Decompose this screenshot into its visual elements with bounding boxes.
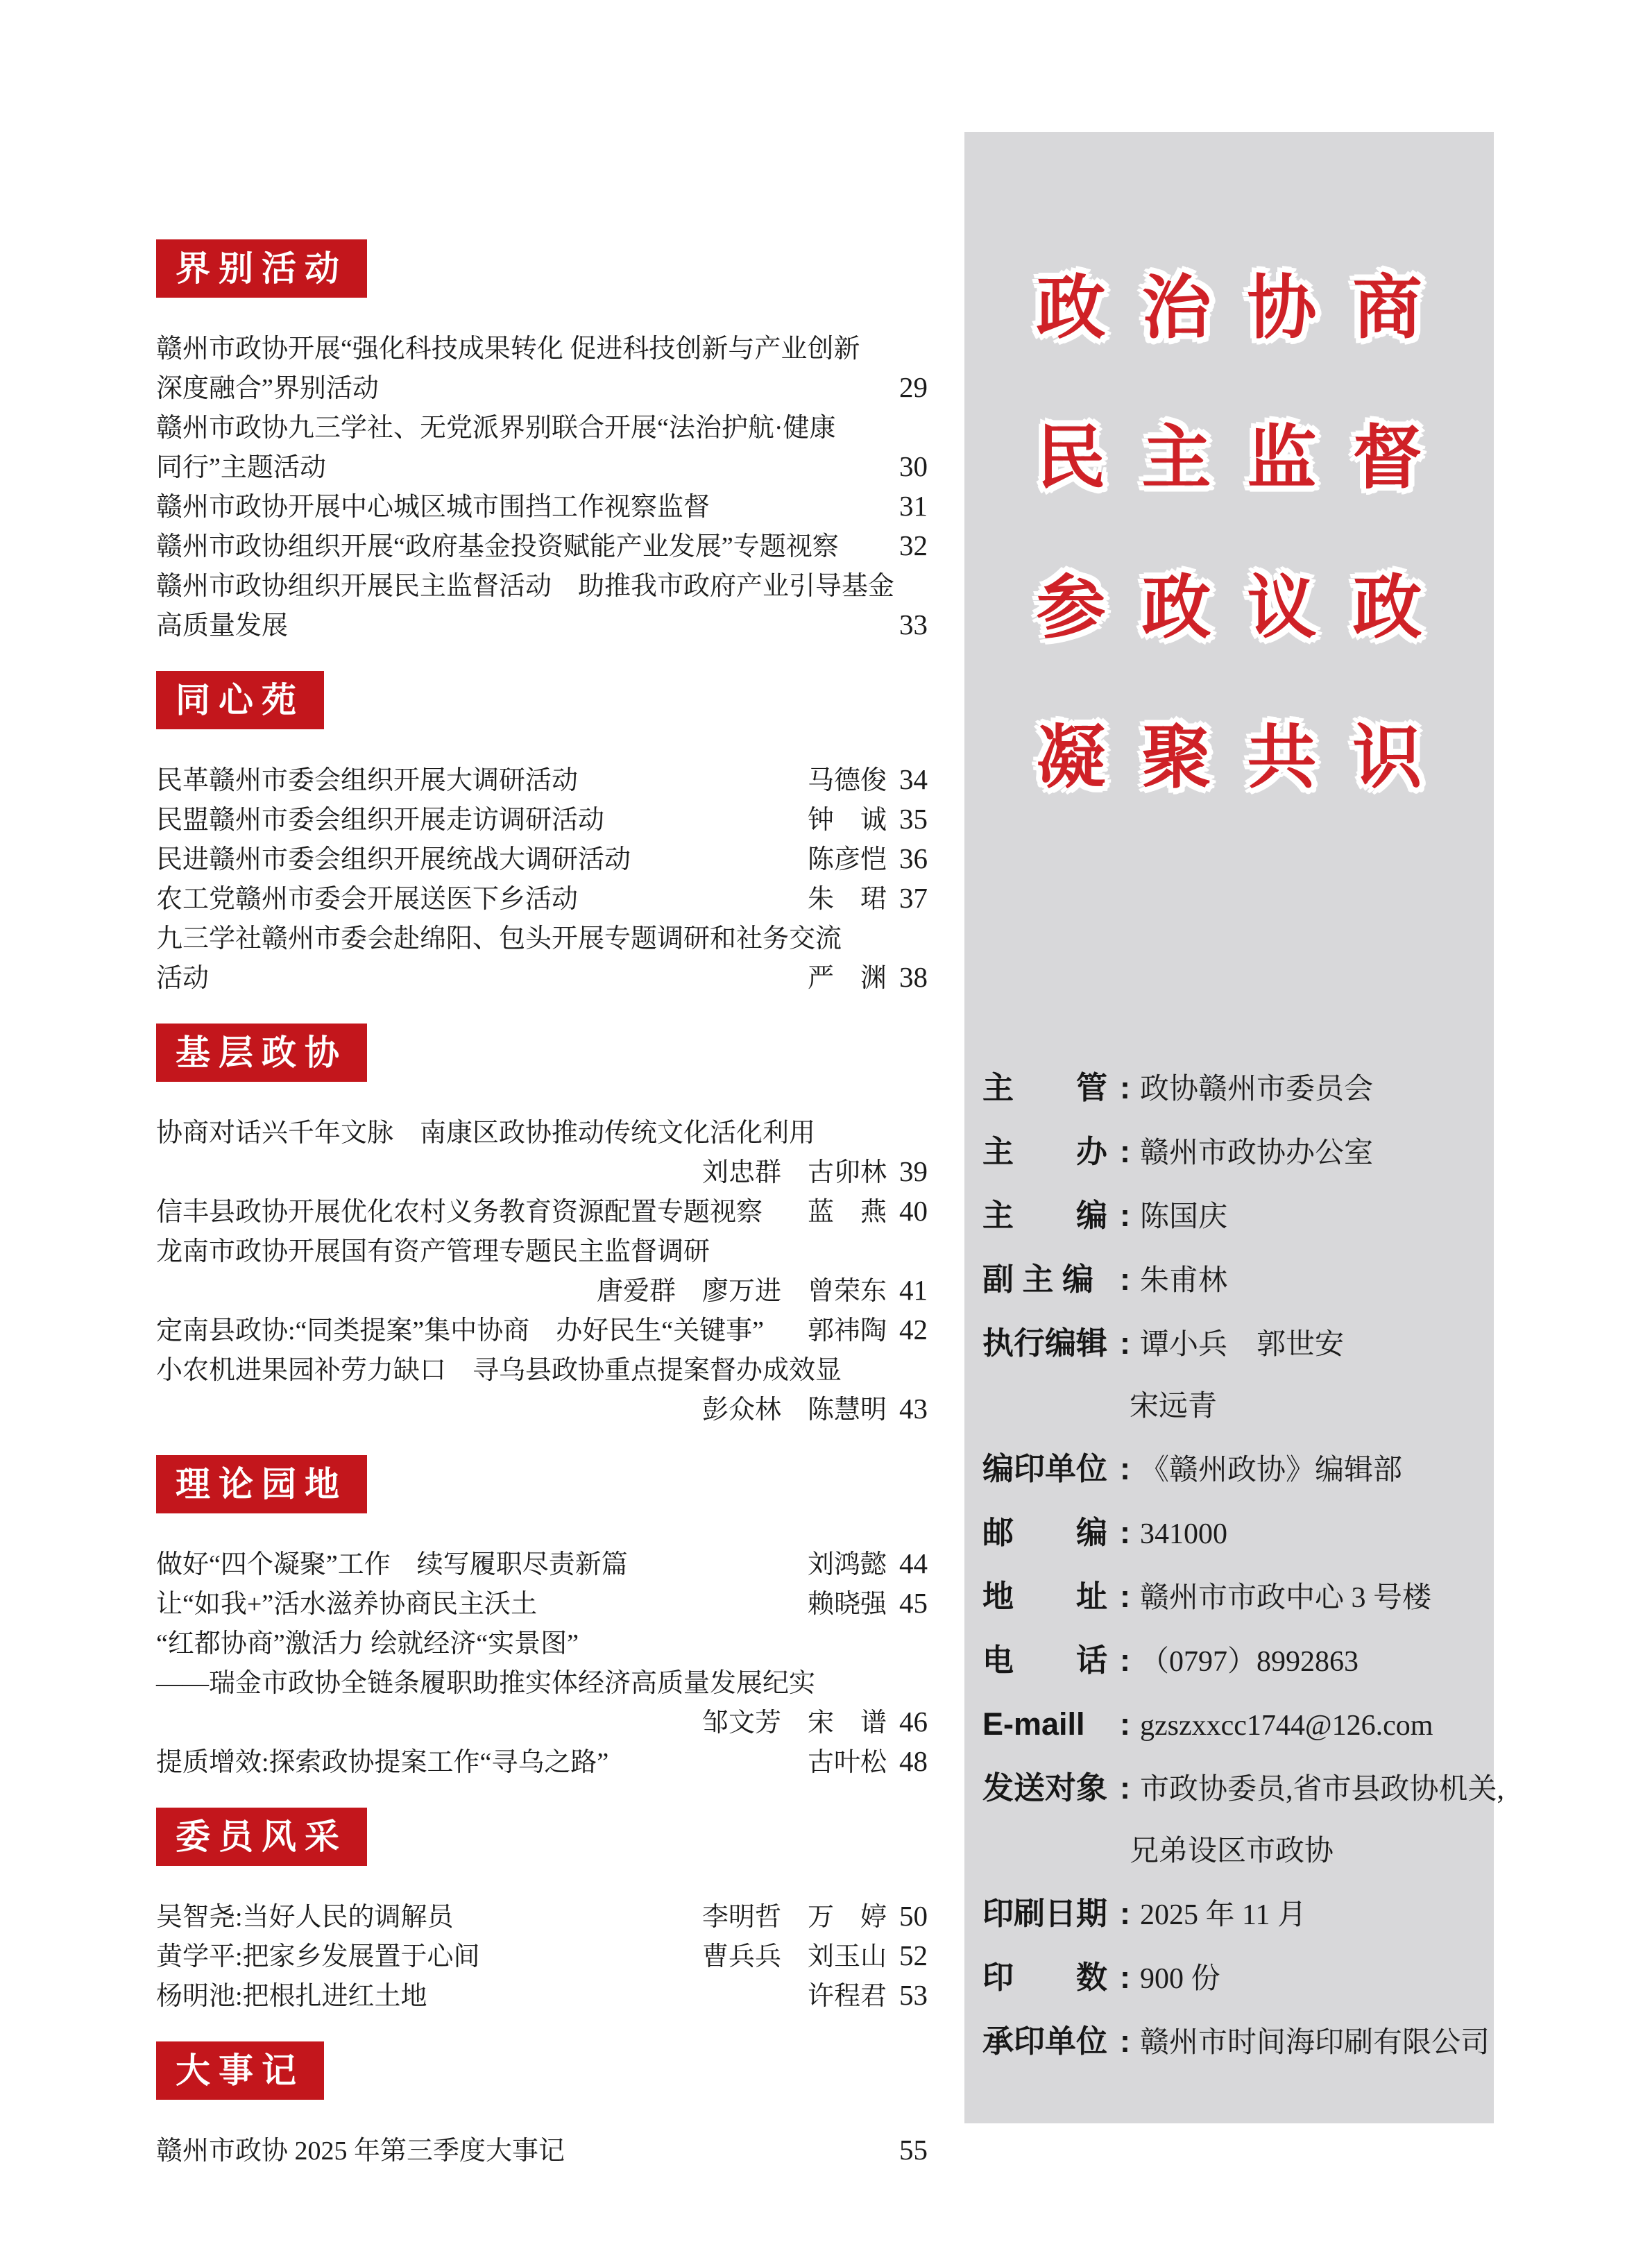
entry-title: 高质量发展 — [156, 611, 289, 640]
info-label: 印刷日期 — [982, 1896, 1108, 1931]
entry-authors: 邹文芳 宋 谱 — [701, 1708, 887, 1738]
publication-info — [982, 1069, 1505, 2086]
entry-authors: 曹兵兵 刘玉山 — [701, 1942, 887, 1971]
entry-title: 定南县政协:“同类提案”集中协商 办好民生“关键事” — [156, 1316, 765, 1345]
entry-title: 赣州市政协开展中心城区城市围挡工作视察监督 — [156, 493, 710, 522]
info-colon: : — [1120, 1451, 1130, 1486]
info-value: 赣州市时间海印刷有限公司 — [1140, 2027, 1490, 2059]
publication-info-row — [982, 1577, 1487, 1617]
slogan-line: 凝聚共识 — [1036, 720, 1458, 797]
info-colon: : — [1120, 1070, 1130, 1105]
entry-page-number: 39 — [899, 1155, 928, 1187]
entry-title: 赣州市政协组织开展“政府基金投资赋能产业发展”专题视察 — [156, 532, 839, 561]
entry-title: ——瑞金市政协全链条履职助推实体经济高质量发展纪实 — [156, 1669, 816, 1698]
info-colon: : — [1120, 1579, 1130, 1614]
publication-info-row — [982, 1513, 1487, 1554]
toc-entry — [156, 1661, 928, 1701]
entry-title: 民进赣州市委会组织开展统战大调研活动 — [156, 845, 631, 874]
section-header: 理论园地 — [156, 1455, 367, 1513]
info-colon: : — [1120, 1325, 1130, 1361]
info-value: 赣州市政协办公室 — [1140, 1137, 1374, 1169]
toc-entry — [156, 1701, 928, 1740]
entry-title: 深度融合”界别活动 — [156, 374, 379, 403]
toc-entry — [156, 1622, 928, 1661]
publication-info-row — [982, 1958, 1487, 1998]
info-label: 编印单位 — [982, 1451, 1108, 1486]
entry-authors: 钟 诚 — [807, 806, 887, 835]
entry-page-number: 48 — [899, 1745, 928, 1777]
entry-authors: 马德俊 — [807, 766, 887, 795]
entry-authors: 朱 珺 — [807, 885, 887, 914]
section-entries — [156, 1111, 928, 1427]
entry-title: 农工党赣州市委会开展送医下乡活动 — [156, 885, 579, 914]
info-value: 宋远青 — [1130, 1391, 1218, 1423]
entry-authors: 赖晓强 — [807, 1590, 887, 1619]
toc-entry — [156, 1388, 928, 1427]
info-label: 主 管 — [982, 1070, 1108, 1105]
entry-authors: 许程君 — [807, 1982, 887, 2011]
toc-column — [156, 239, 928, 2196]
publication-info-row — [982, 1705, 1487, 1745]
section-header: 委员风采 — [156, 1808, 367, 1866]
publication-info-row — [982, 1641, 1487, 1681]
slogan-line: 参政议政 — [1036, 570, 1458, 647]
slogan-line: 民主监督 — [1036, 420, 1458, 497]
section-header: 同心苑 — [156, 671, 324, 729]
toc-entry — [156, 917, 928, 956]
info-value: 赣州市市政中心 3 号楼 — [1140, 1582, 1432, 1614]
entry-page-number: 30 — [899, 450, 928, 482]
toc-entry — [156, 1269, 928, 1309]
section-weiyuan-fengcai — [156, 1808, 928, 2014]
entry-title: 黄学平:把家乡发展置于心间 — [156, 1942, 480, 1971]
info-value: 政协赣州市委员会 — [1140, 1073, 1374, 1105]
info-value: 市政协委员,省市县政协机关, — [1140, 1774, 1505, 1806]
toc-entry — [156, 1309, 928, 1348]
info-value: （0797）8992863 — [1140, 1646, 1359, 1678]
entry-page-number: 35 — [899, 803, 928, 835]
info-label: 主 编 — [982, 1198, 1108, 1233]
toc-entry — [156, 1740, 928, 1780]
entry-authors: 刘鸿懿 — [807, 1550, 887, 1579]
entry-page-number: 41 — [899, 1274, 928, 1306]
info-label: 主 办 — [982, 1134, 1108, 1169]
info-colon: : — [1120, 1262, 1130, 1297]
entry-page-number: 36 — [899, 842, 928, 874]
entry-authors: 严 渊 — [807, 964, 887, 993]
toc-entry — [156, 956, 928, 996]
entry-page-number: 37 — [899, 882, 928, 914]
toc-entry — [156, 1348, 928, 1388]
toc-entry — [156, 1111, 928, 1150]
toc-entry — [156, 525, 928, 564]
entry-title: 做好“四个凝聚”工作 续写履职尽责新篇 — [156, 1550, 628, 1579]
section-header: 大事记 — [156, 2041, 324, 2100]
info-colon: : — [1120, 1706, 1130, 1742]
entry-page-number: 53 — [899, 1979, 928, 2011]
info-label: 发送对象 — [982, 1770, 1108, 1806]
info-value: 2025 年 11 月 — [1140, 1899, 1306, 1931]
slogan-block — [964, 132, 1494, 874]
info-value: 《赣州政协》编辑部 — [1140, 1454, 1403, 1486]
entry-title: 赣州市政协 2025 年第三季度大事记 — [156, 2137, 565, 2166]
info-value: gzszxxcc1744@126.com — [1140, 1710, 1433, 1742]
entry-title: 同行”主题活动 — [156, 453, 326, 482]
entry-title: 信丰县政协开展优化农村义务教育资源配置专题视察 — [156, 1198, 763, 1227]
info-colon: : — [1120, 1134, 1130, 1169]
publication-info-row — [982, 1196, 1487, 1237]
info-label: 执行编辑 — [982, 1325, 1108, 1361]
toc-entry — [156, 327, 928, 366]
toc-entry — [156, 877, 928, 917]
toc-entry — [156, 1935, 928, 1974]
entry-authors: 唐爱群 廖万进 曾荣东 — [596, 1277, 887, 1306]
entry-title: 提质增效:探索政协提案工作“寻乌之路” — [156, 1748, 609, 1777]
toc-entry — [156, 2129, 928, 2168]
info-value: 谭小兵 郭世安 — [1140, 1329, 1345, 1361]
entry-page-number: 32 — [899, 529, 928, 561]
publication-info-row — [982, 1260, 1487, 1300]
info-label: 承印单位 — [982, 2023, 1108, 2059]
section-header: 界别活动 — [156, 239, 367, 298]
entry-page-number: 46 — [899, 1706, 928, 1738]
toc-entry — [156, 758, 928, 798]
toc-entry — [156, 366, 928, 406]
toc-entry — [156, 604, 928, 643]
toc-entry — [156, 838, 928, 877]
entry-title: 协商对话兴千年文脉 南康区政协推动传统文化活化利用 — [156, 1119, 816, 1148]
toc-entry — [156, 564, 928, 604]
info-label: 印 数 — [982, 1960, 1108, 1995]
toc-entry — [156, 1582, 928, 1622]
info-label: 副 主 编 — [982, 1262, 1094, 1297]
entry-page-number: 45 — [899, 1587, 928, 1619]
info-label: 地 址 — [982, 1579, 1108, 1614]
info-colon: : — [1120, 1960, 1130, 1995]
entry-title: 赣州市政协开展“强化科技成果转化 促进科技创新与产业创新 — [156, 334, 860, 364]
entry-page-number: 31 — [899, 490, 928, 522]
entry-page-number: 55 — [899, 2134, 928, 2166]
toc-entry — [156, 1974, 928, 2014]
section-entries — [156, 1895, 928, 2014]
section-entries — [156, 327, 928, 643]
info-value: 陈国庆 — [1140, 1201, 1228, 1233]
entry-page-number: 44 — [899, 1547, 928, 1579]
publication-info-row — [982, 1324, 1487, 1364]
slogan-line: 政治协商 — [1036, 270, 1458, 347]
info-value: 341000 — [1140, 1518, 1227, 1550]
info-label: 邮 编 — [982, 1515, 1108, 1550]
publication-info-row — [982, 1388, 1487, 1426]
publication-info-row — [982, 1132, 1487, 1173]
toc-entry — [156, 406, 928, 445]
entry-page-number: 43 — [899, 1393, 928, 1425]
info-colon: : — [1120, 2023, 1130, 2059]
info-label: E-maill — [982, 1706, 1085, 1742]
section-entries — [156, 758, 928, 996]
entry-page-number: 38 — [899, 961, 928, 993]
entry-title: 让“如我+”活水滋养协商民主沃土 — [156, 1590, 538, 1619]
entry-title: 小农机进果园补劳力缺口 寻乌县政协重点提案督办成效显 — [156, 1356, 842, 1385]
publication-info-row — [982, 1069, 1487, 1109]
info-colon: : — [1120, 1896, 1130, 1931]
section-dashiji — [156, 2041, 928, 2168]
publication-info-row — [982, 1894, 1487, 1935]
entry-page-number: 42 — [899, 1314, 928, 1345]
entry-page-number: 50 — [899, 1900, 928, 1932]
entry-title: 赣州市政协九三学社、无党派界别联合开展“法治护航·健康 — [156, 414, 836, 443]
info-value: 900 份 — [1140, 1963, 1220, 1995]
info-colon: : — [1120, 1770, 1130, 1806]
entry-title: 杨明池:把根扎进红土地 — [156, 1982, 427, 2011]
info-colon: : — [1120, 1198, 1130, 1233]
section-entries — [156, 2129, 928, 2168]
publication-info-row — [982, 1833, 1487, 1871]
info-value: 兄弟设区市政协 — [1130, 1835, 1334, 1867]
section-tongxinyuan — [156, 671, 928, 996]
entry-page-number: 40 — [899, 1195, 928, 1227]
entry-authors: 蓝 燕 — [807, 1198, 887, 1227]
entry-authors: 郭祎陶 — [807, 1316, 887, 1345]
entry-authors: 彭众林 陈慧明 — [701, 1395, 887, 1425]
info-colon: : — [1120, 1642, 1130, 1678]
section-entries — [156, 1543, 928, 1780]
entry-page-number: 29 — [899, 371, 928, 403]
toc-entry — [156, 1190, 928, 1230]
section-jiebie-huodong — [156, 239, 928, 643]
info-label: 电 话 — [982, 1642, 1108, 1678]
entry-page-number: 34 — [899, 763, 928, 795]
toc-entry — [156, 1543, 928, 1582]
toc-entry — [156, 1150, 928, 1190]
entry-title: 龙南市政协开展国有资产管理专题民主监督调研 — [156, 1237, 710, 1266]
entry-title: 民革赣州市委会组织开展大调研活动 — [156, 766, 579, 795]
entry-title: 赣州市政协组织开展民主监督活动 助推我市政府产业引导基金 — [156, 572, 895, 601]
entry-title: 吴智尧:当好人民的调解员 — [156, 1903, 454, 1932]
toc-entry — [156, 1230, 928, 1269]
toc-entry — [156, 798, 928, 838]
section-lilun-yuandi — [156, 1455, 928, 1780]
entry-page-number: 52 — [899, 1939, 928, 1971]
publication-info-row — [982, 1450, 1487, 1490]
entry-authors: 古叶松 — [807, 1748, 887, 1777]
section-jiceng-zhengxie — [156, 1024, 928, 1427]
publication-info-row — [982, 1769, 1505, 1809]
entry-page-number: 33 — [899, 609, 928, 640]
entry-authors: 李明哲 万 婷 — [701, 1903, 887, 1932]
info-colon: : — [1120, 1515, 1130, 1550]
masthead-panel — [964, 132, 1505, 2123]
entry-title: “红都协商”激活力 绘就经济“实景图” — [156, 1629, 579, 1658]
entry-title: 活动 — [156, 964, 210, 993]
toc-entry — [156, 445, 928, 485]
section-header: 基层政协 — [156, 1024, 367, 1082]
entry-title: 民盟赣州市委会组织开展走访调研活动 — [156, 806, 605, 835]
publication-info-row — [982, 2022, 1490, 2062]
info-value: 朱甫林 — [1140, 1265, 1228, 1297]
entry-title: 九三学社赣州市委会赴绵阳、包头开展专题调研和社务交流 — [156, 924, 842, 953]
toc-entry — [156, 485, 928, 525]
toc-entry — [156, 1895, 928, 1935]
entry-authors: 刘忠群 古卯林 — [701, 1158, 887, 1187]
entry-authors: 陈彦恺 — [807, 845, 887, 874]
